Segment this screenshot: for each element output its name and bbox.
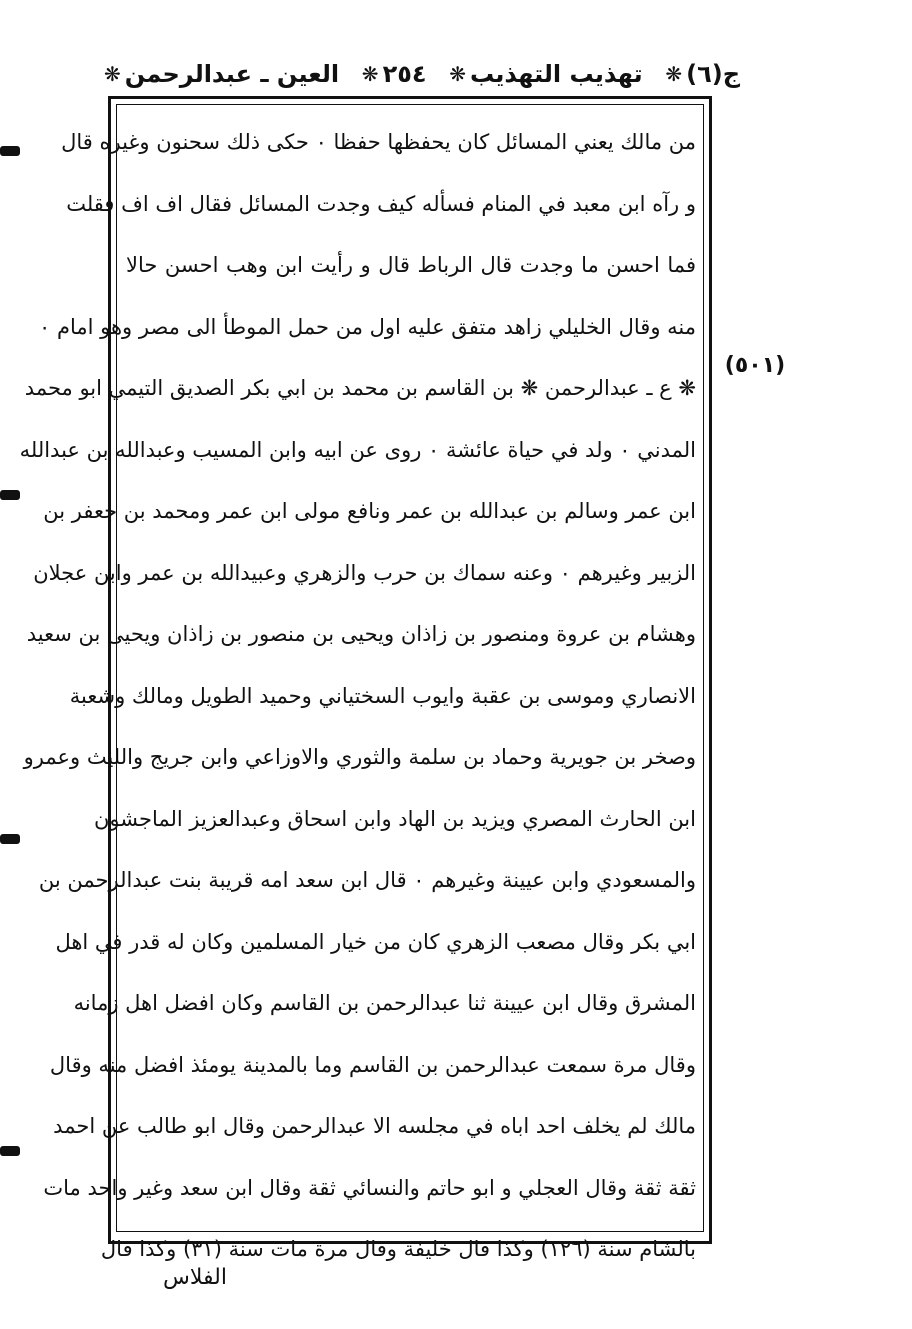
header-section xyxy=(100,60,339,88)
text-line: مالك لم يخلف احد اباه في مجلسه الا عبدالرحمن وقال ابو طالب عن احمد xyxy=(53,1114,696,1138)
text-line: و رآه ابن معبد في المنام فسأله كيف وجدت المسائل فقال اف اف فقلت xyxy=(66,191,696,216)
text-line: فما احسن ما وجدت قال الرباط قال و رأيت ابن وهب احسن حالا xyxy=(126,253,696,277)
header-volume xyxy=(661,60,740,88)
text-line: من مالك يعني المسائل كان يحفظها حفظا ٠ حكى ذلك سحنون وغيره قال xyxy=(61,130,696,154)
ornament-icon: ❋ xyxy=(665,62,683,86)
text-line: ابن عمر وسالم بن عبدالله بن عمر ونافع مولى ابن عمر ومحمد بن جعفر بن xyxy=(43,499,696,523)
book-title: تهذيب التهذيب xyxy=(469,60,643,88)
text-line: وصخر بن جويرية وحماد بن سلمة والثوري والاوزاعي وابن جريج والليث وعمرو xyxy=(23,745,696,769)
header-book xyxy=(445,60,642,88)
volume-label: ج(٦) xyxy=(686,60,740,88)
section-title: العين ـ عبدالرحمن xyxy=(124,60,340,88)
text-line: وهشام بن عروة ومنصور بن زاذان ويحيى بن منصور بن زاذان ويحيى بن سعيد xyxy=(26,622,696,646)
entry-number: (٥٠١) xyxy=(724,353,786,378)
text-line: ابي بكر وقال مصعب الزهري كان من خيار المسلمين وكان له قدر في اهل xyxy=(55,929,696,954)
margin-mark xyxy=(0,146,20,156)
text-line: الانصاري وموسى بن عقبة وايوب السختياني وحميد الطويل ومالك وشعبة xyxy=(69,683,696,708)
text-line: وقال مرة سمعت عبدالرحمن بن القاسم وما بالمدينة يومئذ افضل منه وقال xyxy=(49,1052,696,1077)
margin-mark xyxy=(0,834,20,844)
body-text xyxy=(19,112,696,1261)
ornament-icon: ❋ xyxy=(104,62,121,86)
ornament-icon: ❋ xyxy=(361,62,379,86)
text-line: ابن الحارث المصري ويزيد بن الهاد وابن اسحاق وعبدالعزيز الماجشون xyxy=(93,806,696,831)
text-line: الزبير وغيرهم ٠ وعنه سماك بن حرب والزهري وعبيدالله بن عمر وابن عجلان xyxy=(33,560,696,585)
running-header xyxy=(100,52,740,96)
ornament-icon: ❋ xyxy=(449,62,466,86)
text-line: المدني ٠ ولد في حياة عائشة ٠ روى عن ابيه وابن المسيب وعبدالله بن عبدالله xyxy=(19,437,696,462)
header-page xyxy=(358,60,427,88)
margin-mark xyxy=(0,490,20,500)
page-number: ٢٥٤ xyxy=(382,60,427,88)
margin-mark xyxy=(0,1146,20,1156)
text-line: والمسعودي وابن عيينة وغيرهم ٠ قال ابن سعد امه قريبة بنت عبدالرحمن بن xyxy=(38,868,696,892)
text-line: بالشام سنة (١٢٦) وكذا قال خليفة وقال مرة مات سنة (٣١) وكذا قال xyxy=(100,1237,696,1261)
entry-heading-line: ❋ ع ـ عبدالرحمن ❋ بن القاسم بن محمد بن ابي بكر الصديق التيمي ابو محمد xyxy=(24,376,696,400)
text-line: منه وقال الخليلي زاهد متفق عليه اول من حمل الموطأ الى مصر وهو امام ٠ xyxy=(39,314,696,339)
catchword: الفلاس xyxy=(163,1265,227,1290)
text-line: ثقة ثقة وقال العجلي و ابو حاتم والنسائي ثقة وقال ابن سعد وغير واحد مات xyxy=(43,1175,696,1200)
text-line: المشرق وقال ابن عيينة ثنا عبدالرحمن بن القاسم وكان افضل اهل زمانه xyxy=(73,991,696,1015)
